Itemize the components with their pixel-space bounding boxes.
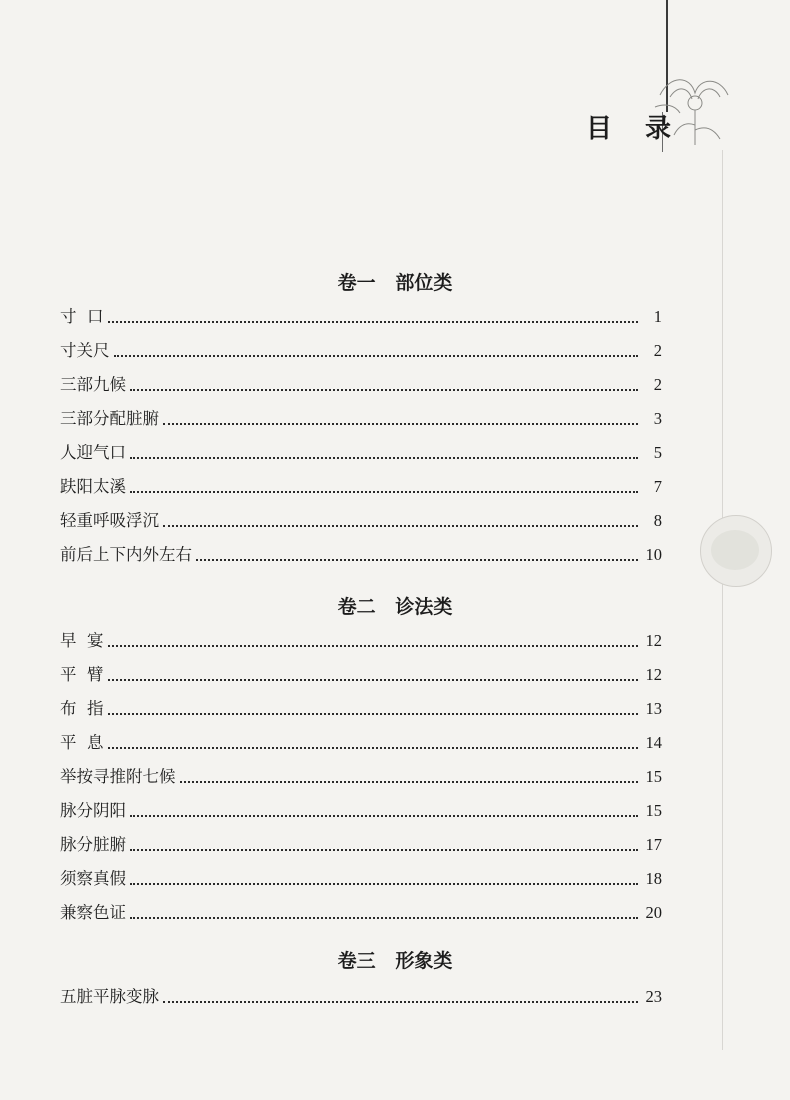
dot-leader [196, 559, 638, 561]
entry-label: 脉分脏腑 [60, 835, 126, 854]
entry-page: 14 [645, 733, 662, 752]
dot-leader [163, 423, 638, 425]
entry-label: 趺阳太溪 [60, 477, 126, 496]
toc-entry[interactable] [60, 796, 662, 822]
dot-leader [163, 1001, 638, 1003]
entry-page: 5 [653, 443, 662, 462]
entry-page: 18 [645, 869, 662, 888]
toc-entry[interactable] [60, 898, 662, 924]
section-heading-vol2: 卷二 诊法类 [337, 596, 453, 618]
toc-entry[interactable] [60, 728, 662, 754]
entry-label: 三部分配脏腑 [60, 409, 159, 428]
toc-title: 目 录 [586, 114, 684, 144]
toc-entry[interactable] [60, 404, 662, 430]
toc-entry[interactable] [60, 864, 662, 890]
entry-label: 兼察色证 [60, 903, 126, 922]
entry-page: 20 [645, 903, 662, 922]
entry-label: 人迎气口 [60, 443, 126, 462]
entry-page: 3 [653, 409, 662, 428]
toc-entry[interactable] [60, 370, 662, 396]
entry-page: 23 [645, 987, 662, 1006]
entry-label: 早 宴 [60, 631, 104, 650]
seal-stamp [700, 515, 772, 587]
dot-leader [130, 457, 638, 459]
toc-entry[interactable] [60, 472, 662, 498]
dot-leader [108, 747, 639, 749]
entry-page: 2 [653, 375, 662, 394]
entry-page: 1 [653, 307, 662, 326]
entry-label: 轻重呼吸浮沉 [60, 511, 159, 530]
toc-entry[interactable] [60, 982, 662, 1008]
entry-label: 平 息 [60, 733, 104, 752]
section-heading-vol1: 卷一 部位类 [337, 272, 453, 294]
section-heading-vol3: 卷三 形象类 [337, 950, 453, 972]
dot-leader [180, 781, 639, 783]
entry-page: 15 [645, 767, 662, 786]
dot-leader [114, 355, 639, 357]
toc-entry[interactable] [60, 626, 662, 652]
entry-page: 12 [645, 665, 662, 684]
entry-page: 15 [645, 801, 662, 820]
entry-label: 寸关尺 [60, 341, 110, 360]
dot-leader [163, 525, 638, 527]
entry-page: 2 [653, 341, 662, 360]
entry-page: 8 [653, 511, 662, 530]
toc-entry[interactable] [60, 438, 662, 464]
seal-stamp-center [711, 530, 759, 570]
toc-entry[interactable] [60, 694, 662, 720]
entry-label: 三部九候 [60, 375, 126, 394]
dot-leader [108, 713, 639, 715]
dot-leader [108, 321, 639, 323]
entry-label: 五脏平脉变脉 [60, 987, 159, 1006]
toc-entry[interactable] [60, 506, 662, 532]
entry-label: 举按寻推附七候 [60, 767, 176, 786]
dot-leader [108, 679, 639, 681]
dot-leader [130, 389, 638, 391]
dot-leader [130, 815, 638, 817]
dot-leader [108, 645, 639, 647]
toc-entry[interactable] [60, 302, 662, 328]
toc-entry[interactable] [60, 336, 662, 362]
entry-page: 10 [645, 545, 662, 564]
dot-leader [130, 491, 638, 493]
entry-label: 布 指 [60, 699, 104, 718]
entry-label: 须察真假 [60, 869, 126, 888]
entry-label: 寸 口 [60, 307, 104, 326]
dot-leader [130, 917, 638, 919]
entry-page: 13 [645, 699, 662, 718]
entry-label: 前后上下内外左右 [60, 545, 192, 564]
toc-entry[interactable] [60, 540, 662, 566]
toc-entry[interactable] [60, 660, 662, 686]
entry-label: 脉分阴阳 [60, 801, 126, 820]
entry-page: 17 [645, 835, 662, 854]
entry-page: 12 [645, 631, 662, 650]
toc-entry[interactable] [60, 762, 662, 788]
entry-label: 平 臂 [60, 665, 104, 684]
toc-entry[interactable] [60, 830, 662, 856]
dot-leader [130, 883, 638, 885]
entry-page: 7 [653, 477, 662, 496]
dot-leader [130, 849, 638, 851]
